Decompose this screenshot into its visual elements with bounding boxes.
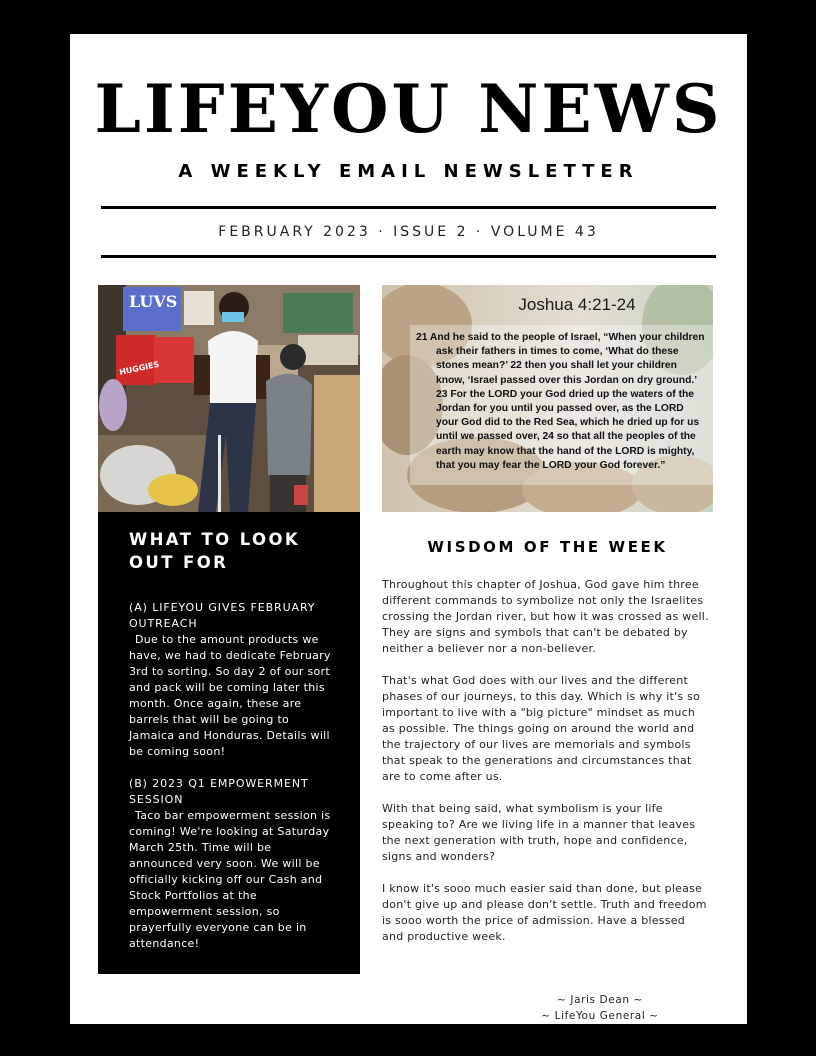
scripture-reference: Joshua 4:21-24 <box>518 295 636 314</box>
scripture-passage: 21 And he said to the people of Israel, “When your children ask their fathers in times to come, ‘What do these stones mean?’ 22 then you shall let your children know, ‘Israel passed over this Jordan on dry ground.’ 23 For the LORD your God dried up the waters of the Jordan for you until you passed over, as the LORD your God did to the Red Sea, which he dried up for us until we passed over, 24 so that all the peoples of the earth may know that the hand of the LORD is mighty, that you may fear the LORD your God forever.” <box>416 332 705 471</box>
event-description: Due to the amount products we have, we had to dedicate February 3rd to sorting. So day 2 of our sort and pack will be coming later this month. Once again, these are barrels that will be going to Jamaica and Honduras. Details will be coming soon! <box>129 633 331 758</box>
article-paragraph: Throughout this chapter of Joshua, God gave him three different commands to symbolize not only the Israelites crossing the Jordan river, but how it was crossed as well. They are signs and symbols that can't be debated by neither a believer nor a non-believer. <box>382 578 709 655</box>
top-divider <box>101 206 716 209</box>
author-name: ~ Jaris Dean ~ <box>557 994 643 1006</box>
newsletter-page <box>70 34 747 1024</box>
author-title: ~ LifeYou General ~ <box>541 1010 659 1022</box>
bottom-divider <box>101 255 716 258</box>
outreach-photo <box>98 285 360 512</box>
upcoming-events-sidebar <box>98 512 360 974</box>
signoff <box>510 992 690 1024</box>
scripture-image <box>382 285 713 512</box>
event-title: (B) 2023 Q1 EMPOWERMENT SESSION <box>129 777 309 806</box>
newsletter-subtitle: A WEEKLY EMAIL NEWSLETTER <box>178 161 639 182</box>
wisdom-heading: WISDOM OF THE WEEK <box>427 538 668 556</box>
event-description: Taco bar empowerment session is coming! We're looking at Saturday March 25th. Time will be announced very soon. We will be officially kicking off our Cash and Stock Portfolios at the empowerment session, so prayerfully everyone can be in attendance! <box>129 809 331 950</box>
article-paragraph: I know it's sooo much easier said than done, but please don't give up and please don't settle. Truth and freedom is sooo worth the price of admission. Have a blessed and productive week. <box>382 882 707 943</box>
wisdom-article <box>382 577 710 961</box>
scripture-text <box>416 331 708 473</box>
issue-info: FEBRUARY 2023 · ISSUE 2 · VOLUME 43 <box>218 224 599 240</box>
newsletter-title: LIFEYOU NEWS <box>94 70 723 148</box>
article-paragraph: With that being said, what symbolism is your life speaking to? Are we living life in a manner that leaves the next generation with truth, hope and confidence, signs and wonders? <box>382 802 696 863</box>
sidebar-heading: WHAT TO LOOK OUT FOR <box>129 530 301 572</box>
huggies-box-label: HUGGIES <box>118 359 161 377</box>
article-paragraph: That's what God does with our lives and the different phases of our journeys, to this day. Which is why it's so important to live with a "big picture" mindset as much as possible. The things going on around the world and the trajectory of our lives are memorials and symbols that speak to the generations and circumstances that are to come after us. <box>382 674 701 783</box>
outreach-photo-illustration <box>98 285 360 512</box>
luvs-box-label: LUVS <box>129 292 178 311</box>
event-title: (A) LIFEYOU GIVES FEBRUARY OUTREACH <box>129 601 316 630</box>
